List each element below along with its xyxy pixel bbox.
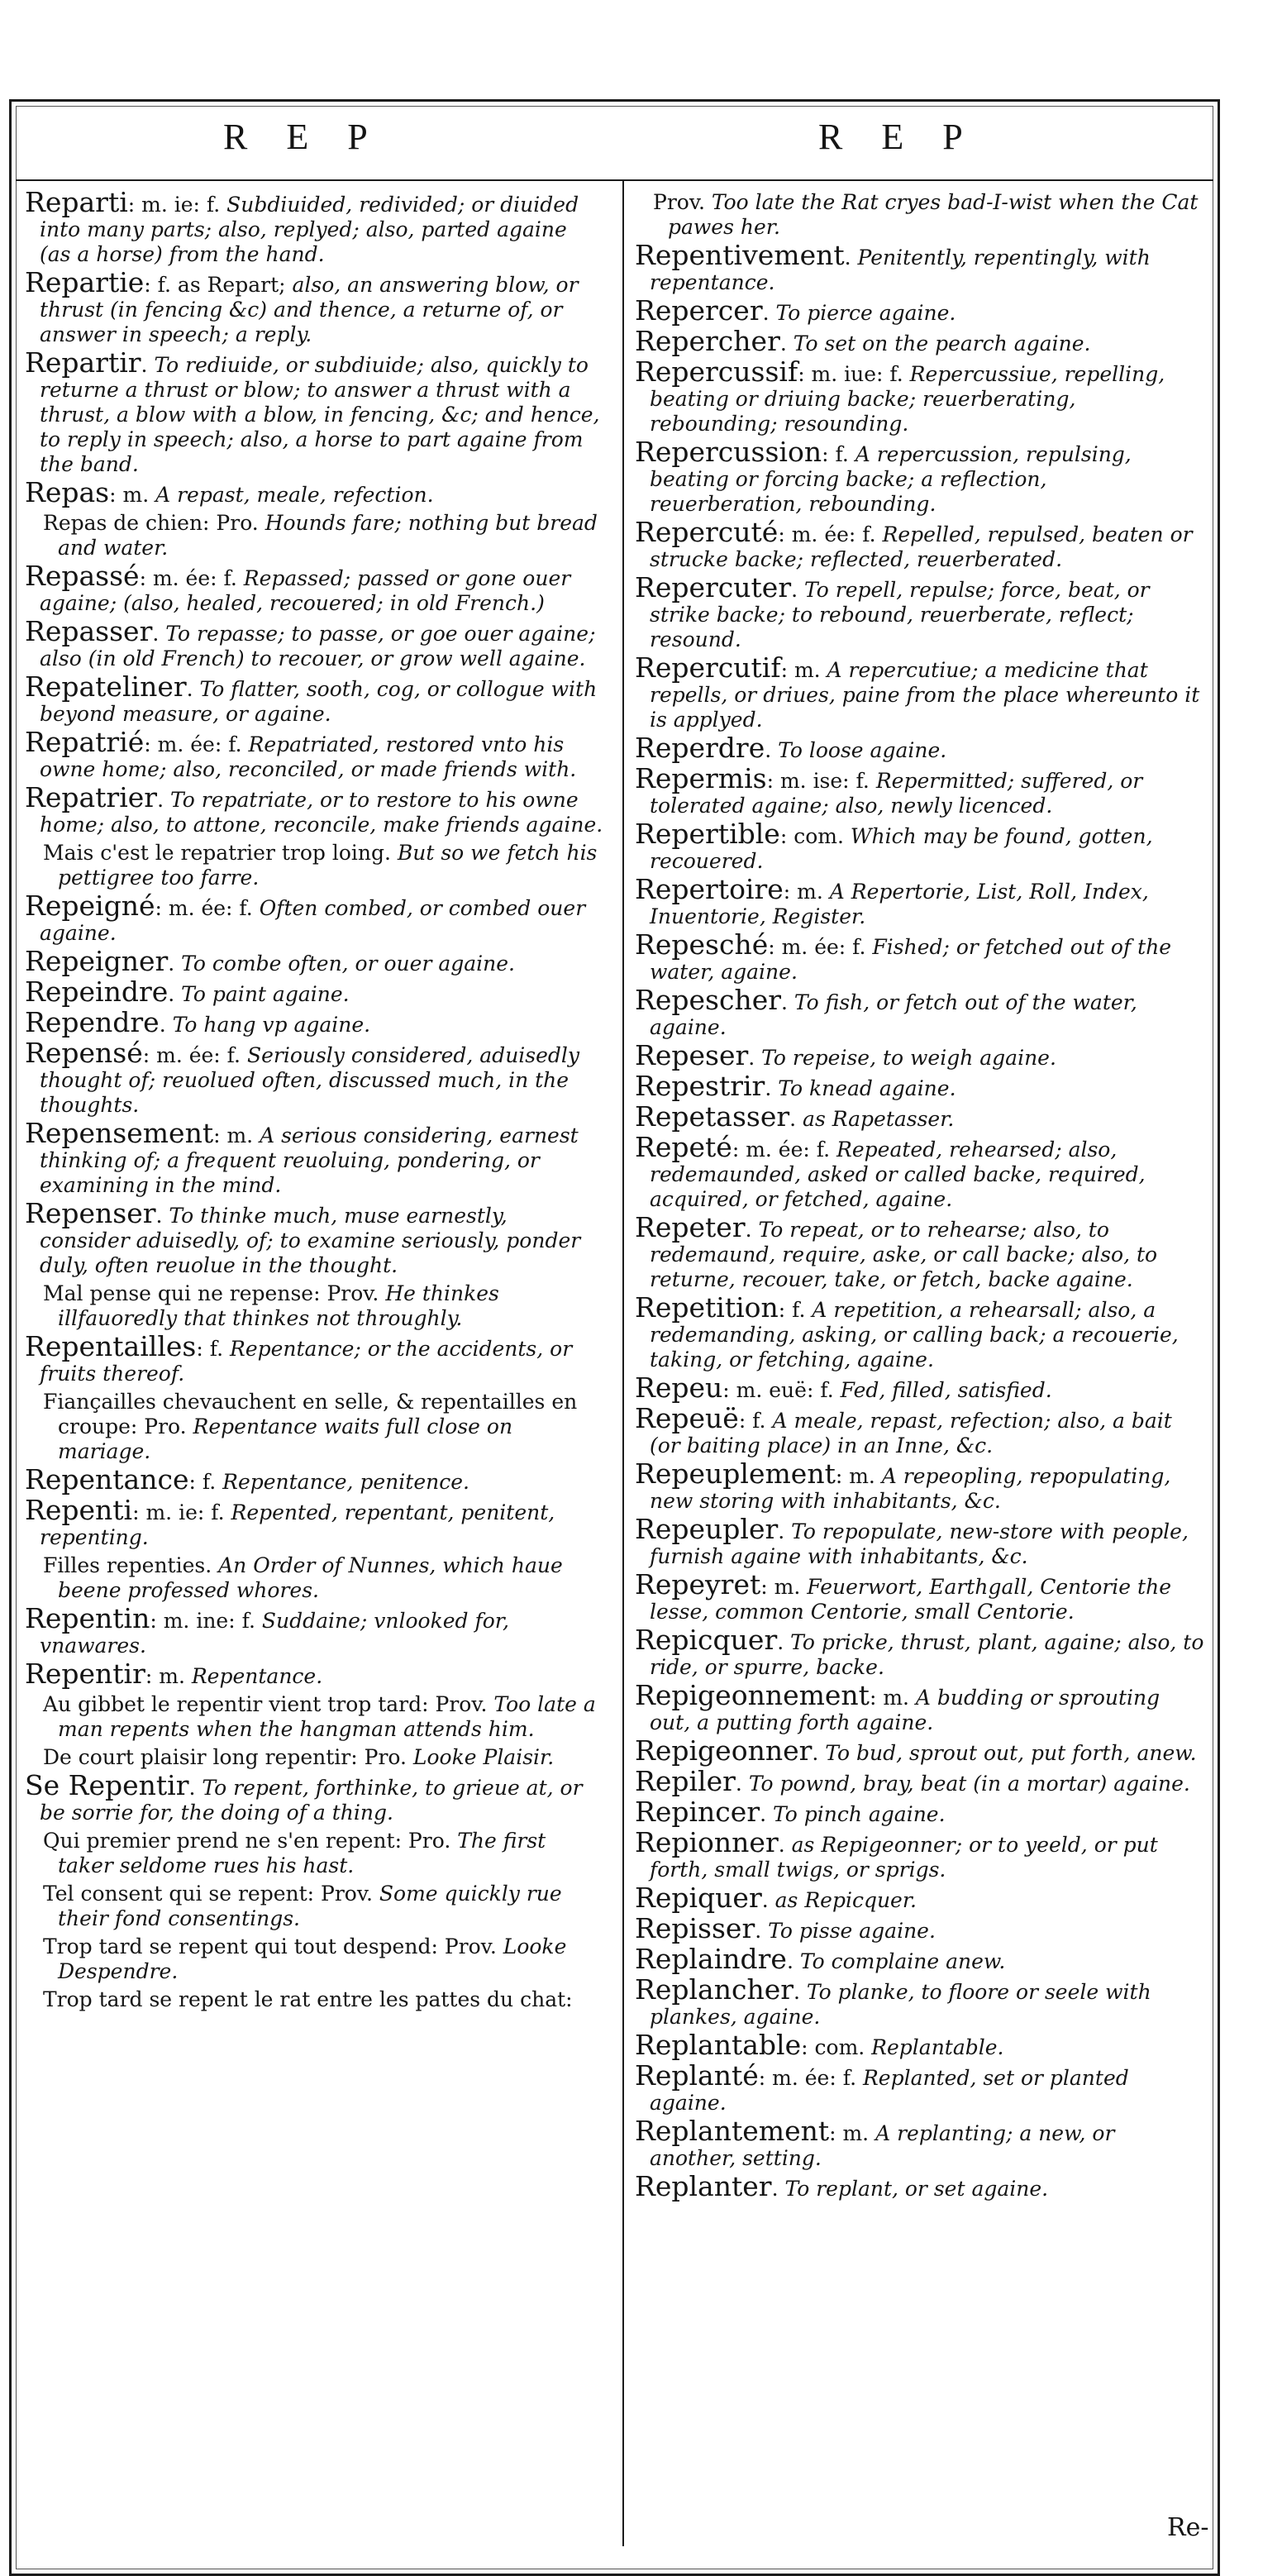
headword: Repentailles: [25, 1330, 197, 1362]
headword: Au gibbet le repentir vient trop tard: [43, 1692, 422, 1716]
headword: Repas: [25, 476, 110, 508]
definition: Replantable.: [865, 2035, 1004, 2059]
definition: To replant, or set againe.: [778, 2177, 1049, 2201]
dictionary-entry: [635, 1457, 1205, 1514]
headword: Repestrir: [635, 1070, 765, 1102]
headword: Qui premier prend ne s'en repent: [43, 1829, 395, 1853]
definition: To repasse; to passe, or goe ouer againe; also (in old French) to recouer, or grow well againe.: [40, 622, 596, 670]
grammar-label: : f.: [196, 1337, 224, 1361]
headword: Repiquer: [635, 1882, 762, 1914]
definition: To combe often, or ouer againe.: [174, 952, 516, 976]
definition: To pierce againe.: [769, 301, 956, 325]
grammar-label: : m. euë: f.: [722, 1378, 834, 1402]
dictionary-entry: [25, 1987, 603, 2012]
definition: also, an answering blow, or thrust (in fencing &c) and thence, a returne of, or answer in speech; a reply.: [40, 273, 579, 346]
definition: Repentance; or the accidents, or fruits thereof.: [40, 1337, 573, 1386]
grammar-label: .: [791, 578, 798, 602]
dictionary-entry: [25, 1658, 603, 1690]
definition: A repercutiue; a medicine that repells, or driues, paine from the place whereunto it is applyed.: [650, 658, 1200, 732]
definition: To repeat, or to rehearse; also, to redemaund, require, aske, or call backe; also, to returne, recouer, take, or fetch, backe againe.: [650, 1218, 1158, 1291]
dictionary-entry: [25, 670, 603, 727]
headword: Tel consent qui se repent: [43, 1882, 307, 1906]
grammar-label: : m. ée: f.: [142, 1043, 241, 1067]
definition: But so we fetch his pettigree too farre.: [58, 841, 598, 890]
dictionary-entry: [25, 1934, 603, 1984]
dictionary-entry: [25, 976, 603, 1008]
headword: Repercher: [635, 325, 780, 357]
dictionary-entry: [635, 1973, 1205, 2030]
headword: Repensé: [25, 1037, 143, 1069]
definition: Often combed, or combed ouer againe.: [40, 896, 586, 945]
grammar-label: : Prov.: [313, 1281, 379, 1305]
grammar-label: : m. ée: f.: [144, 732, 242, 756]
dictionary-entry: [635, 294, 1205, 327]
headword: Repentin: [25, 1602, 150, 1634]
grammar-label: .: [745, 1218, 752, 1242]
grammar-label: .: [794, 1980, 800, 2004]
headword: Repesché: [635, 928, 769, 961]
grammar-label: : m. ée: f.: [732, 1138, 831, 1162]
headword: Mal pense qui ne repense: [43, 1281, 314, 1305]
headword: Fiançailles chevauchent en selle, & repentailles en croupe: [43, 1390, 578, 1438]
dictionary-entry: [25, 1553, 603, 1603]
dictionary-entry: [635, 984, 1205, 1040]
dictionary-entry: [25, 1463, 603, 1496]
grammar-label: : f.: [778, 1298, 806, 1322]
grammar-label: .: [761, 1888, 769, 1912]
definition: To repatriate, or to restore to his owne home; also, to attone, reconcile, make friends againe.: [40, 788, 603, 837]
headword: Repeupler: [635, 1513, 779, 1545]
headword: De court plaisir long repentir: [43, 1745, 351, 1769]
definition: To thinke much, muse earnestly, consider aduisedly, of; to examine seriously, ponder duly, often reuolue in the thought.: [40, 1204, 581, 1277]
definition: Repassed; passed or gone ouer againe; (also, healed, recouered; in old French.): [40, 566, 571, 615]
grammar-label: : m.: [145, 1664, 185, 1688]
headword: Repeyret: [635, 1568, 761, 1600]
dictionary-entry: [25, 890, 603, 946]
definition: A meale, repast, refection; also, a bait (or baiting place) in an Inne, &c.: [650, 1409, 1172, 1457]
dictionary-entry: [25, 1330, 603, 1386]
grammar-label: : Pro.: [130, 1414, 187, 1438]
grammar-label: : m.: [213, 1123, 254, 1147]
grammar-label: .: [786, 1949, 794, 1973]
grammar-label: : m. ine: f.: [150, 1609, 255, 1633]
dictionary-entry: [25, 1882, 603, 1931]
dictionary-entry: [635, 1624, 1205, 1680]
dictionary-entry: [635, 2115, 1205, 2171]
headword: Repeindre: [25, 976, 169, 1008]
dictionary-entry: [635, 1796, 1205, 1828]
definition: A Repertorie, List, Roll, Index, Inuentorie, Register.: [650, 880, 1149, 928]
dictionary-entry: [25, 1281, 603, 1331]
headword: Repentir: [25, 1658, 145, 1690]
grammar-label: .: [748, 1046, 755, 1070]
headword: Repartie: [25, 266, 145, 298]
definition: A repercussion, repulsing, beating or forcing backe; a reflection, reuerberation, rebounding.: [650, 442, 1132, 516]
headword: Repatrier: [25, 781, 158, 813]
dictionary-entry: [635, 1882, 1205, 1914]
grammar-label: : Prov.: [422, 1692, 488, 1716]
definition: Too late the Rat cryes bad-I-wist when the Cat pawes her.: [668, 190, 1199, 239]
right-column: [635, 190, 1205, 2205]
grammar-label: .: [168, 952, 175, 976]
dictionary-entry: [25, 1390, 603, 1464]
definition: Some quickly rue their fond consentings.: [58, 1882, 562, 1930]
definition: Replanted, set or planted againe.: [650, 2066, 1129, 2115]
grammar-label: .: [765, 1076, 772, 1100]
headword: Repertible: [635, 818, 780, 850]
definition: Repatriated, restored vnto his owne home; also, reconciled, or made friends with.: [40, 732, 577, 781]
grammar-label: .: [781, 990, 788, 1014]
grammar-label: .: [778, 1519, 785, 1543]
definition: Repented, repentant, penitent, repenting.: [40, 1500, 555, 1549]
dictionary-entry: [635, 1402, 1205, 1458]
definition: Feuerwort, Earthgall, Centorie the lesse, common Centorie, small Centorie.: [650, 1575, 1171, 1624]
grammar-label: .: [155, 1204, 163, 1228]
dictionary-entry: [635, 1291, 1205, 1372]
headword: Repensement: [25, 1117, 214, 1149]
dictionary-entry: [635, 1131, 1205, 1212]
headword: Repisser: [635, 1912, 755, 1944]
grammar-label: .: [755, 1919, 762, 1943]
dictionary-entry: [635, 1513, 1205, 1569]
definition: To fish, or fetch out of the water, againe.: [650, 990, 1137, 1039]
definition: To pricke, thrust, plant, againe; also, to ride, or spurre, backe.: [650, 1630, 1204, 1679]
grammar-label: .: [762, 301, 770, 325]
definition: He thinkes illfauoredly that thinkes not throughly.: [58, 1281, 499, 1330]
definition: A repeopling, repopulating, new storing with inhabitants, &c.: [650, 1464, 1171, 1513]
definition: To paint againe.: [174, 982, 350, 1006]
dictionary-entry: [25, 1769, 603, 1825]
grammar-label: .: [844, 246, 851, 270]
dictionary-entry: [635, 436, 1205, 517]
dictionary-entry: [25, 841, 603, 890]
headword: Replantement: [635, 2115, 830, 2147]
dictionary-entry: [25, 726, 603, 782]
grammar-label: .: [157, 788, 164, 812]
header-rule: [16, 179, 1213, 181]
dictionary-entry: [635, 732, 1205, 764]
headword: Prov.: [653, 190, 705, 214]
grammar-label: :: [565, 1987, 573, 2011]
definition: To loose againe.: [771, 738, 947, 762]
dictionary-entry: [25, 1829, 603, 1878]
definition: To knead againe.: [771, 1076, 956, 1100]
grammar-label: : m. ie: f.: [132, 1500, 225, 1524]
dictionary-entry: [635, 762, 1205, 818]
grammar-label: .: [760, 1802, 767, 1826]
definition: Fed, filled, satisfied.: [833, 1378, 1052, 1402]
headword: Replancher: [635, 1973, 794, 2006]
left-column: [25, 186, 603, 2015]
dictionary-entry: [635, 325, 1205, 357]
grammar-label: : f. as Repart;: [144, 273, 286, 297]
definition: To repeise, to weigh againe.: [755, 1046, 1056, 1070]
dictionary-entry: [635, 1734, 1205, 1767]
definition: A replanting; a new, or another, setting.: [650, 2121, 1115, 2170]
headword: Repasser: [25, 615, 153, 647]
headword: Mais c'est le repatrier trop loing.: [43, 841, 391, 865]
dictionary-entry: [635, 1568, 1205, 1624]
headword: Replaindre: [635, 1943, 787, 1975]
grammar-label: : m.: [829, 2121, 870, 2145]
headword: Repas de chien: [43, 511, 203, 535]
headword: Trop tard se repent le rat entre les pattes du chat: [43, 1987, 566, 2011]
definition: Too late a man repents when the hangman attends him.: [58, 1692, 596, 1741]
grammar-label: .: [186, 677, 193, 701]
dictionary-entry: [635, 239, 1205, 295]
definition: To bud, sprout out, put forth, anew.: [818, 1741, 1197, 1765]
running-head-right: R E P: [818, 117, 978, 157]
definition: A serious considering, earnest thinking of; a frequent reuoluing, pondering, or examining in the mind.: [40, 1123, 579, 1197]
headword: Replantable: [635, 2029, 802, 2061]
headword: Repigeonner: [635, 1734, 813, 1767]
headword: Repeu: [635, 1371, 723, 1404]
headword: Reperdre: [635, 732, 765, 764]
dictionary-entry: [25, 945, 603, 977]
dictionary-entry: [25, 476, 603, 508]
headword: Repassé: [25, 560, 140, 592]
headword: Repeuë: [635, 1402, 739, 1434]
headword: Repeser: [635, 1039, 749, 1071]
dictionary-entry: [25, 1117, 603, 1198]
dictionary-entry: [25, 1602, 603, 1658]
definition: Repercussiue, repelling, beating or driuing backe; reuerberating, rebounding; resounding.: [650, 362, 1165, 436]
grammar-label: : Prov.: [307, 1882, 373, 1906]
headword: Replanter: [635, 2170, 772, 2202]
definition: To flatter, sooth, cog, or collogue with beyond measure, or againe.: [40, 677, 598, 726]
grammar-label: : m. ée: f.: [758, 2066, 857, 2090]
grammar-label: : com.: [801, 2035, 865, 2059]
dictionary-entry: [635, 1912, 1205, 1944]
definition: Repermitted; suffered, or tolerated againe; also, newly licenced.: [650, 769, 1143, 818]
dictionary-entry: [635, 1826, 1205, 1882]
dictionary-entry: [635, 1039, 1205, 1071]
headword: Se Repentir: [25, 1769, 189, 1801]
dictionary-entry: [25, 781, 603, 837]
dictionary-entry: [635, 1100, 1205, 1133]
definition: To set on the pearch againe.: [786, 332, 1091, 355]
definition: To complaine anew.: [793, 1949, 1006, 1973]
dictionary-entry: [25, 1197, 603, 1278]
dictionary-entry: [635, 355, 1205, 436]
grammar-label: : f.: [188, 1470, 217, 1494]
dictionary-entry: [25, 615, 603, 671]
dictionary-entry: [25, 1006, 603, 1038]
headword: Repetasser: [635, 1100, 790, 1133]
grammar-label: : m.: [835, 1464, 875, 1488]
definition: A repast, meale, refection.: [149, 483, 434, 507]
definition: Seriously considered, aduisedly thought of; reuolued often, discussed much, in the thoughts.: [40, 1043, 580, 1117]
headword: Repercussion: [635, 436, 822, 468]
dictionary-entry: [25, 186, 603, 267]
grammar-label: .: [159, 1013, 166, 1037]
headword: Repeuplement: [635, 1457, 836, 1490]
grammar-label: : m.: [780, 658, 821, 682]
grammar-label: .: [779, 332, 787, 355]
dictionary-entry: [635, 1943, 1205, 1975]
definition: To repell, repulse; force, beat, or strike backe; to rebound, reuerberate, reflect; resound.: [650, 578, 1150, 651]
grammar-label: .: [168, 982, 175, 1006]
headword: Replanté: [635, 2059, 759, 2092]
grammar-label: : m.: [760, 1575, 801, 1599]
headword: Repigeonnement: [635, 1679, 870, 1711]
dictionary-entry: [25, 1037, 603, 1118]
definition: Fished; or fetched out of the water, againe.: [650, 935, 1172, 984]
grammar-label: : f.: [822, 442, 849, 466]
grammar-label: : m. ée: f.: [155, 896, 253, 920]
headword: Repenser: [25, 1197, 156, 1229]
headword: Trop tard se repent qui tout despend: [43, 1934, 431, 1958]
headword: Repercutif: [635, 651, 781, 684]
definition: as Repigeonner; or to yeeld, or put forth, small twigs, or sprigs.: [650, 1833, 1158, 1882]
headword: Repicquer: [635, 1624, 778, 1656]
grammar-label: .: [778, 1833, 785, 1857]
headword: Repercuté: [635, 516, 779, 548]
headword: Repartir: [25, 346, 141, 379]
grammar-label: : Pro.: [350, 1745, 407, 1769]
grammar-label: .: [141, 353, 148, 377]
grammar-label: : m. ée: f.: [768, 935, 866, 959]
running-head-left: R E P: [223, 117, 383, 157]
grammar-label: : m.: [869, 1686, 909, 1710]
definition: A repetition, a rehearsall; also, a redemanding, asking, or calling back; a recouerie, taking, or fetching, againe.: [650, 1298, 1179, 1371]
definition: as Rapetasser.: [796, 1107, 955, 1131]
definition: To planke, to floore or seele with plankes, againe.: [650, 1980, 1151, 2029]
dictionary-entry: [635, 1679, 1205, 1735]
dictionary-entry: [25, 346, 603, 477]
dictionary-entry: [635, 1211, 1205, 1292]
definition: Looke Plaisir.: [406, 1745, 555, 1769]
headword: Repercuter: [635, 571, 792, 603]
definition: Repeated, rehearsed; also, redemaunded, asked or called backe, required, acquired, or fetched, againe.: [650, 1138, 1146, 1211]
headword: Filles repenties.: [43, 1553, 212, 1577]
headword: Repertoire: [635, 873, 784, 905]
definition: An Order of Nunnes, which haue beene professed whores.: [58, 1553, 563, 1602]
grammar-label: : Pro.: [203, 511, 259, 535]
definition: Repelled, repulsed, beaten or strucke backe; reflected, reuerberated.: [650, 522, 1193, 571]
headword: Repercer: [635, 294, 763, 327]
definition: To hang vp againe.: [165, 1013, 371, 1037]
headword: Repateliner: [25, 670, 187, 703]
grammar-label: : m. ée: f.: [778, 522, 876, 546]
dictionary-entry: [635, 2170, 1205, 2202]
dictionary-entry: [635, 571, 1205, 652]
dictionary-entry: [635, 873, 1205, 929]
headword: Repentivement: [635, 239, 845, 271]
dictionary-entry: [635, 928, 1205, 985]
grammar-label: : m. iue: f.: [798, 362, 903, 386]
headword: Repetition: [635, 1291, 779, 1324]
definition: Looke Despendre.: [58, 1934, 567, 1983]
headword: Repescher: [635, 984, 782, 1016]
dictionary-entry: [635, 2059, 1205, 2116]
grammar-label: : m. ise: f.: [766, 769, 870, 793]
grammar-label: : m.: [109, 483, 150, 507]
definition: Repentance.: [184, 1664, 323, 1688]
dictionary-entry: [25, 511, 603, 561]
grammar-label: : m.: [783, 880, 823, 904]
dictionary-entry: [635, 818, 1205, 874]
dictionary-entry: [635, 2029, 1205, 2061]
definition: Which may be found, gotten, recouered.: [650, 824, 1153, 873]
grammar-label: : m. ée: f.: [139, 566, 237, 590]
definition: Repentance, penitence.: [216, 1470, 469, 1494]
definition: To pisse againe.: [761, 1919, 936, 1943]
grammar-label: .: [188, 1776, 196, 1800]
definition: The first taker seldome rues his hast.: [58, 1829, 546, 1877]
headword: Repeigner: [25, 945, 169, 977]
definition: Suddaine; vnlooked for, vnawares.: [40, 1609, 509, 1658]
grammar-label: : Prov.: [431, 1934, 497, 1958]
dictionary-entry: [25, 560, 603, 616]
headword: Repincer: [635, 1796, 760, 1828]
headword: Repercussif: [635, 355, 798, 388]
definition: Hounds fare; nothing but bread and water.: [58, 511, 598, 560]
definition: Repentance waits full close on mariage.: [58, 1414, 513, 1463]
headword: Repeté: [635, 1131, 732, 1163]
definition: as Repicquer.: [768, 1888, 917, 1912]
grammar-label: .: [735, 1772, 742, 1796]
grammar-label: .: [765, 738, 772, 762]
dictionary-entry: [635, 1070, 1205, 1102]
dictionary-entry: [25, 266, 603, 347]
headword: Repermis: [635, 762, 767, 794]
headword: Repenti: [25, 1494, 133, 1526]
grammar-label: .: [789, 1107, 797, 1131]
definition: Subdiuided, redivided; or diuided into many parts; also, replyed; also, parted againe (as a horse) from the hand.: [40, 193, 579, 266]
column-divider: [622, 179, 624, 2546]
headword: Repiler: [635, 1765, 736, 1797]
definition: To repent, forthinke, to grieue at, or be sorrie for, the doing of a thing.: [40, 1776, 583, 1825]
dictionary-entry: [635, 1765, 1205, 1797]
dictionary-entry: [635, 651, 1205, 732]
headword: Repentance: [25, 1463, 189, 1496]
headword: Repeigné: [25, 890, 155, 922]
dictionary-entry: [25, 1692, 603, 1742]
headword: Repionner: [635, 1826, 779, 1858]
grammar-label: .: [771, 2177, 779, 2201]
headword: Reparti: [25, 186, 128, 218]
definition: To pownd, bray, beat (in a mortar) againe.: [741, 1772, 1190, 1796]
grammar-label: : Pro.: [394, 1829, 451, 1853]
grammar-label: : f.: [738, 1409, 766, 1433]
definition: Penitently, repentingly, with repentance.: [650, 246, 1151, 294]
headword: Repatrié: [25, 726, 145, 758]
dictionary-entry: [635, 516, 1205, 572]
dictionary-entry: [635, 190, 1205, 240]
definition: To pinch againe.: [766, 1802, 946, 1826]
grammar-label: .: [777, 1630, 784, 1654]
definition: To repopulate, new-store with people, furnish againe with inhabitants, &c.: [650, 1519, 1189, 1568]
grammar-label: .: [152, 622, 160, 646]
grammar-label: : com.: [779, 824, 844, 848]
grammar-label: .: [812, 1741, 819, 1765]
dictionary-entry: [25, 1745, 603, 1770]
definition: To rediuide, or subdiuide; also, quickly to returne a thrust or blow; to answer a thrust with a thrust, a blow with a blow, in fencing, &c; and hence, to reply in speech; also, a horse to part againe from the band.: [40, 353, 600, 476]
headword: Rependre: [25, 1006, 160, 1038]
dictionary-entry: [25, 1494, 603, 1550]
grammar-label: : m. ie: f.: [127, 193, 221, 217]
definition: A budding or sprouting out, a putting forth againe.: [650, 1686, 1160, 1734]
headword: Repeter: [635, 1211, 746, 1243]
catchword: Re-: [1167, 2513, 1209, 2542]
dictionary-entry: [635, 1371, 1205, 1404]
